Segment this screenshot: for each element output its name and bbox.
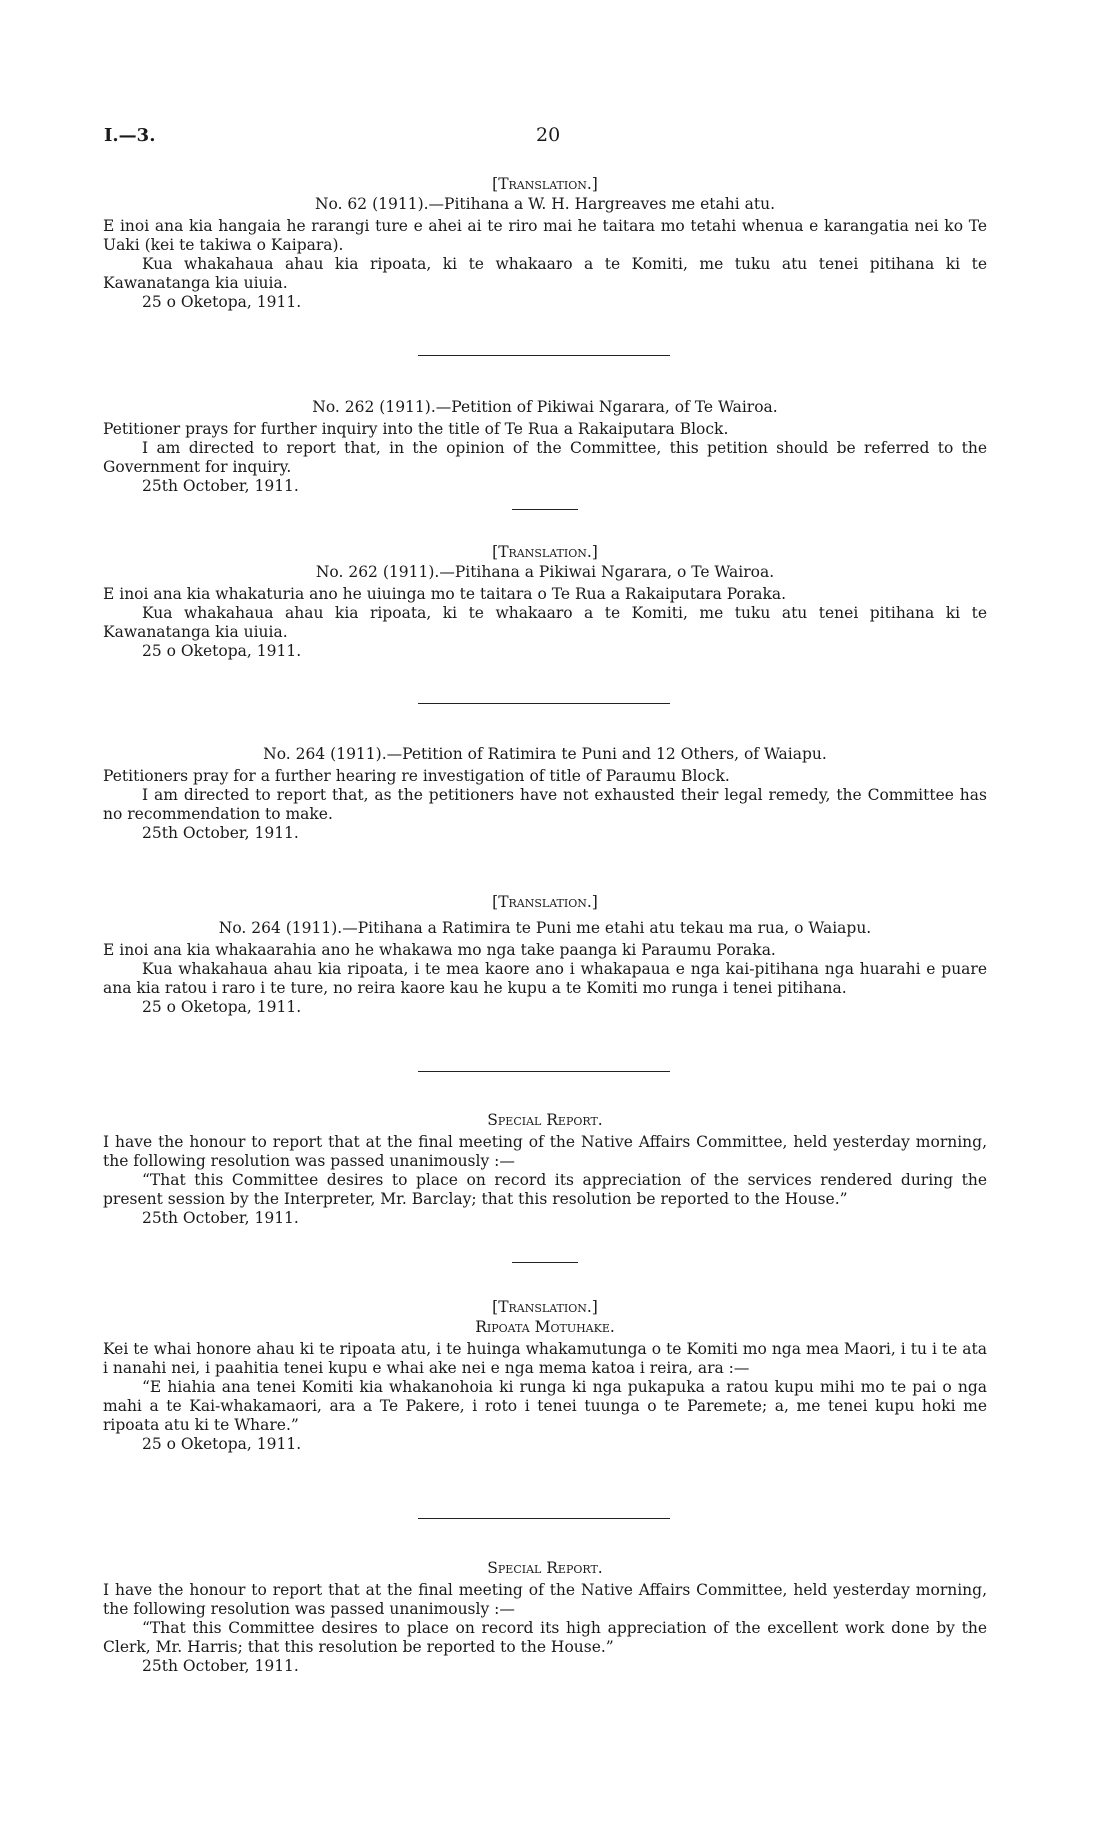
resolution-text: “That this Committee desires to place on record its appreciation of the services rendered during the present session by the Interpreter, Mr. Barclay; that this resolution be reported to the House.” (103, 1171, 987, 1208)
page-number: 20 (536, 124, 561, 146)
special-report-heading: Ripoata Motuhake. (475, 1318, 615, 1336)
report-date: 25th October, 1911. (142, 1657, 299, 1675)
petition-prayer: E inoi ana kia hangaia he rarangi ture e ahei ai te riro mai he taitara mo tetahi whenua e karangatia nei ko Te Uaki (kei te takiwa o Kaipara). (103, 217, 987, 254)
petition-title: No. 62 (1911).—Pitihana a W. H. Hargreaves me etahi atu. (314, 195, 776, 213)
committee-report: I am directed to report that, in the opinion of the Committee, this petition should be referred to the Government for inquiry. (103, 439, 987, 476)
section-petition-262-translation (103, 543, 987, 661)
report-date: 25th October, 1911. (142, 1209, 299, 1227)
report-date: 25 o Oketopa, 1911. (142, 1435, 302, 1453)
petition-title: No. 262 (1911).—Petition of Pikiwai Ngarara, of Te Wairoa. (312, 398, 778, 416)
section-petition-262 (103, 398, 987, 496)
report-introduction: Kei te whai honore ahau ki te ripoata atu, i te huinga whakamutunga o te Komiti mo nga mea Maori, i tu i te ata i nanahi nei, i paahitia tenei kupu e whai ake nei e nga mema katoa i reira, ara :— (103, 1340, 987, 1377)
committee-report: Kua whakahaua ahau kia ripoata, ki te whakaaro a te Komiti, me tuku atu tenei pitihana ki te Kawanatanga kia uiuia. (103, 255, 987, 292)
special-report-heading: Special Report. (487, 1559, 603, 1577)
petition-prayer: E inoi ana kia whakaarahia ano he whakawa mo nga take paanga ki Paraumu Poraka. (103, 941, 776, 959)
petition-prayer: Petitioners pray for a further hearing re investigation of title of Paraumu Block. (103, 767, 730, 785)
report-date: 25 o Oketopa, 1911. (142, 998, 302, 1016)
petition-title: No. 264 (1911).—Petition of Ratimira te Puni and 12 Others, of Waiapu. (263, 745, 827, 763)
petition-title: No. 262 (1911).—Pitihana a Pikiwai Ngarara, o Te Wairoa. (315, 563, 775, 581)
report-date: 25th October, 1911. (142, 824, 299, 842)
section-divider (418, 703, 670, 704)
section-special-report-translation (103, 1298, 987, 1454)
report-date: 25 o Oketopa, 1911. (142, 293, 302, 311)
section-divider (418, 1518, 670, 1519)
translation-heading: [Translation.] (492, 175, 598, 193)
section-petition-264 (103, 745, 987, 843)
translation-heading: [Translation.] (492, 1298, 598, 1316)
report-introduction: I have the honour to report that at the final meeting of the Native Affairs Committee, held yesterday morning, the following resolution was passed unanimously :— (103, 1133, 987, 1170)
short-divider (512, 1262, 578, 1263)
committee-report: Kua whakahaua ahau kia ripoata, i te mea kaore ano i whakapaua e nga kai-pitihana nga huarahi e puare ana kia ratou i raro i te ture, no reira kaore kau he kupu a te Komiti mo runga i tenei pitihana. (103, 960, 987, 997)
section-divider (418, 355, 670, 356)
committee-report: I am directed to report that, as the petitioners have not exhausted their legal remedy, the Committee has no recommendation to make. (103, 786, 987, 823)
report-date: 25th October, 1911. (142, 477, 299, 495)
petition-title: No. 264 (1911).—Pitihana a Ratimira te Puni me etahi atu tekau ma rua, o Waiapu. (218, 919, 872, 937)
resolution-text: “E hiahia ana tenei Komiti kia whakanohoia ki runga ki nga pukapuka a ratou kupu mihi mo te pai o nga mahi a te Kai-whakamaori, ara a Te Pakere, i roto i tenei tuunga o te Paremete; a, me tenei kupu hoki me ripoata atu ki te Whare.” (103, 1378, 987, 1434)
section-special-report-interpreter (103, 1111, 987, 1228)
report-introduction: I have the honour to report that at the final meeting of the Native Affairs Committee, held yesterday morning, the following resolution was passed unanimously :— (103, 1581, 987, 1618)
petition-prayer: E inoi ana kia whakaturia ano he uiuinga mo te taitara o Te Rua a Rakaiputara Poraka. (103, 585, 787, 603)
section-special-report-clerk (103, 1559, 987, 1676)
special-report-heading: Special Report. (487, 1111, 603, 1129)
translation-heading: [Translation.] (492, 893, 598, 911)
short-divider (512, 509, 578, 510)
translation-heading: [Translation.] (492, 543, 598, 561)
report-date: 25 o Oketopa, 1911. (142, 642, 302, 660)
petition-prayer: Petitioner prays for further inquiry into the title of Te Rua a Rakaiputara Block. (103, 420, 729, 438)
resolution-text: “That this Committee desires to place on record its high appreciation of the excellent work done by the Clerk, Mr. Harris; that this resolution be reported to the House.” (103, 1619, 987, 1656)
document-reference: I.—3. (104, 125, 156, 146)
section-petition-62-translation (103, 175, 987, 312)
section-petition-264-translation (103, 893, 987, 1017)
section-divider (418, 1071, 670, 1072)
committee-report: Kua whakahaua ahau kia ripoata, ki te whakaaro a te Komiti, me tuku atu tenei pitihana ki te Kawanatanga kia uiuia. (103, 604, 987, 641)
